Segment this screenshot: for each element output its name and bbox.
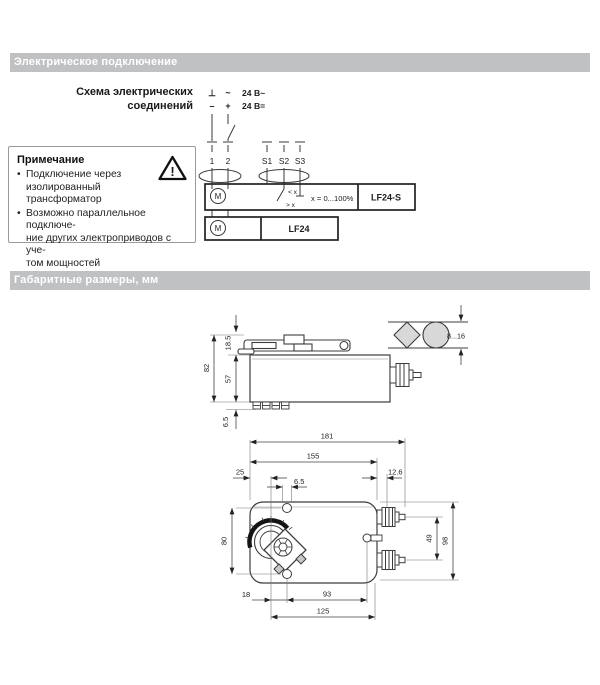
dimension-drawings: [0, 295, 600, 685]
dim-12-6-label: 12.6: [388, 467, 403, 477]
dim-49-label: 49: [424, 534, 434, 543]
cable-gland-side: [390, 364, 421, 387]
terminal-2: 2: [225, 156, 231, 166]
side-hole: [363, 534, 371, 542]
cable-boundary-dashes: [207, 142, 305, 152]
dim-18-label: 18: [241, 590, 251, 599]
mounting-bracket: [238, 335, 350, 354]
side-view: [238, 335, 421, 409]
model-lf24s: LF24-S: [370, 192, 402, 203]
mounting-hole-top: [283, 504, 292, 513]
dim-18-5-label: 18.5: [223, 335, 233, 351]
label-plus: +: [225, 101, 231, 111]
section-header-electrical: Электрическое подключение: [10, 53, 590, 72]
terminal-s3: S3: [294, 156, 306, 166]
dim-57-label: 57: [223, 374, 233, 384]
label-24vdc: 24 В=: [242, 101, 266, 111]
dim-93-label: 93: [322, 589, 332, 599]
terminal-s1: S1: [261, 156, 273, 166]
warning-triangle-icon: [157, 154, 188, 182]
actuator-body-side: [250, 355, 390, 402]
model-lf24: LF24: [288, 224, 310, 234]
cable-gland-2: [377, 551, 405, 570]
motor-label-2: M: [214, 224, 222, 233]
label-gnd: ⊥: [208, 88, 216, 98]
dim-25-label: 25: [235, 467, 245, 477]
dim-181-label: 181: [320, 431, 334, 441]
dim-6-5-hole-label: 6.5: [294, 477, 305, 486]
wiring-caption: [30, 85, 193, 113]
terminal-1: 1: [209, 156, 215, 166]
dim-155-label: 155: [306, 451, 320, 461]
note-box: [8, 146, 196, 269]
wiring-caption-line2: соединений: [127, 100, 193, 112]
shaft-symbols: [388, 305, 468, 365]
dim-80-label: 80: [219, 536, 229, 546]
note-title: Примечание: [17, 154, 85, 166]
warning-exclamation: !: [170, 164, 175, 179]
switch-blade: [228, 125, 235, 139]
side-dimension-lines: [214, 315, 236, 429]
label-range: x = 0...100%: [311, 194, 354, 203]
label-ac-sym: ~: [225, 88, 231, 98]
section-header-dimensions: Габаритные размеры, мм: [10, 271, 590, 290]
wiring-diagram: [195, 84, 435, 246]
dim-82-label: 82: [202, 363, 211, 373]
note-item-1-line-2: трансформатор: [26, 194, 102, 205]
motor-label-1: M: [214, 192, 222, 201]
label-switch-more: > x: [286, 202, 295, 209]
wiring-caption-line1: Схема электрических: [76, 86, 193, 98]
side-tab: [371, 535, 382, 541]
dim-125-label: 125: [316, 606, 330, 616]
bullet-1: •: [17, 169, 21, 180]
note-item-2-line-3: том мощностей: [26, 257, 101, 269]
cable-gland-1: [377, 508, 405, 527]
dim-6-5-side-label: 6.5: [221, 416, 230, 428]
label-minus: –: [209, 101, 215, 111]
mounting-hole-bottom: [283, 570, 292, 579]
bullet-2: •: [17, 207, 21, 219]
terminal-s2: S2: [278, 156, 290, 166]
note-item-2-line-2: ние других электроприводов с уче-: [26, 232, 171, 256]
label-24vac: 24 В~: [242, 88, 266, 98]
label-switch-less: < x: [288, 189, 297, 196]
note-item-2: [17, 208, 187, 271]
note-item-1-line-1: Подключение через изолированный: [26, 169, 122, 193]
round-shaft-icon: [423, 322, 449, 348]
connector-oval-power: [199, 170, 241, 183]
square-shaft-icon: [394, 322, 420, 348]
note-item-2-line-1: Возможно параллельное подключе-: [26, 207, 146, 231]
front-view: [245, 502, 405, 583]
terminal-pins: [253, 402, 289, 409]
dim-shaft-label: 8...16: [447, 331, 465, 341]
dim-98-label: 98: [440, 536, 450, 546]
